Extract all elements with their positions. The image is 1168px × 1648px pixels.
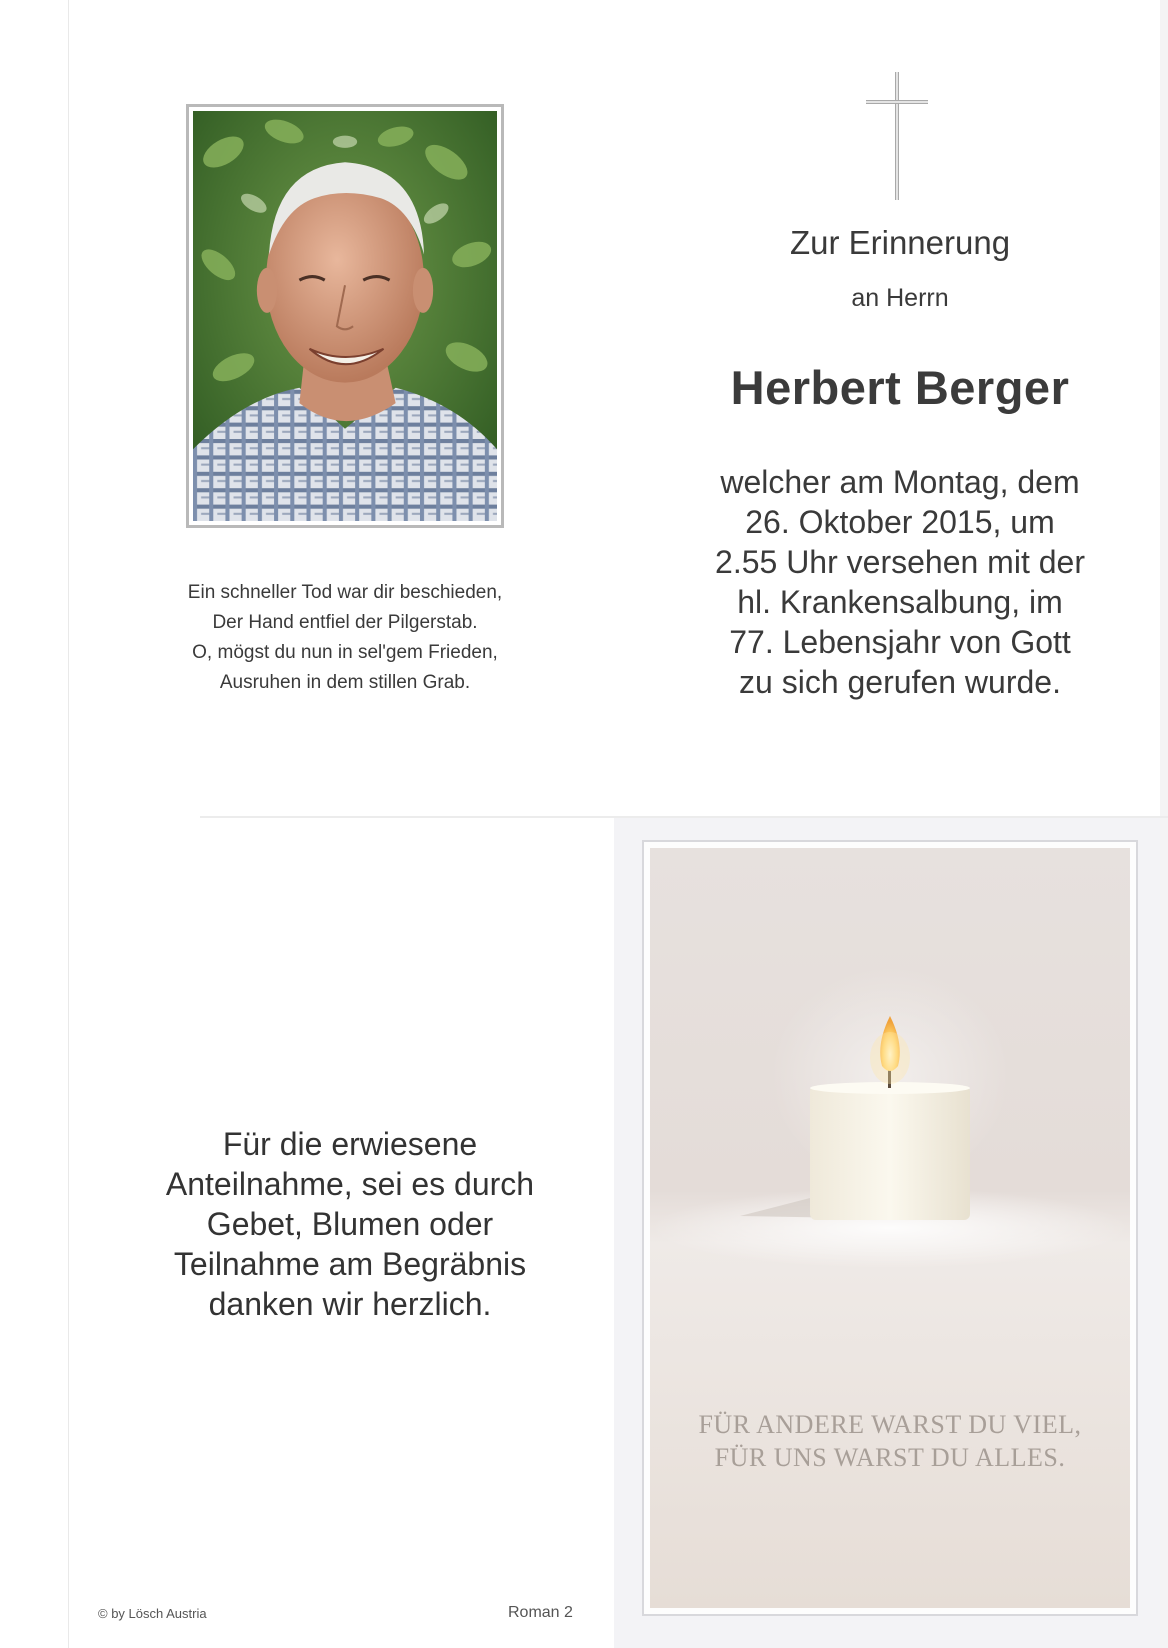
thanks-line: Gebet, Blumen oder — [206, 1206, 494, 1242]
portrait-photo — [193, 111, 497, 521]
candle-quote — [650, 1408, 1130, 1474]
death-notice-line: welcher am Montag, dem — [720, 464, 1080, 500]
candle-quote-line: FÜR UNS WARST DU ALLES. — [714, 1443, 1066, 1472]
death-notice-line: 26. Oktober 2015, um — [745, 504, 1055, 540]
death-notice-line: 77. Lebensjahr von Gott — [729, 624, 1071, 660]
poem-line: Ausruhen in dem stillen Grab. — [219, 672, 471, 693]
thanks-line: Teilnahme am Begräbnis — [173, 1246, 527, 1282]
candle-card — [650, 848, 1130, 1608]
thanks-message — [120, 1124, 580, 1324]
copyright-notice: © by Lösch Austria — [98, 1606, 207, 1621]
poem — [130, 578, 560, 698]
scan-edge — [1160, 0, 1168, 1648]
death-notice-line: hl. Krankensalbung, im — [737, 584, 1063, 620]
poem-line: O, mögst du nun in sel'gem Frieden, — [192, 642, 498, 663]
memorial-title: Zur Erinnerung — [789, 224, 1011, 261]
poem-line: Der Hand entfiel der Pilgerstab. — [212, 612, 478, 633]
scan-edge — [68, 0, 69, 1648]
portrait-frame — [186, 104, 504, 528]
poem-line: Ein schneller Tod war dir beschieden, — [187, 582, 503, 603]
thanks-line: danken wir herzlich. — [208, 1286, 492, 1322]
thanks-line: Für die erwiesene — [222, 1126, 478, 1162]
candle-quote-line: FÜR ANDERE WARST DU VIEL, — [698, 1410, 1082, 1439]
death-notice — [660, 462, 1140, 702]
death-notice-line: zu sich gerufen wurde. — [739, 664, 1061, 700]
death-notice-line: 2.55 Uhr versehen mit der — [715, 544, 1085, 580]
cross-icon — [866, 72, 928, 200]
deceased-name: Herbert Berger — [730, 361, 1070, 414]
candle-image — [650, 848, 1130, 1608]
card-model-label: Roman 2 — [508, 1604, 573, 1621]
thanks-line: Anteilnahme, sei es durch — [165, 1166, 535, 1202]
salutation: an Herrn — [851, 284, 949, 312]
